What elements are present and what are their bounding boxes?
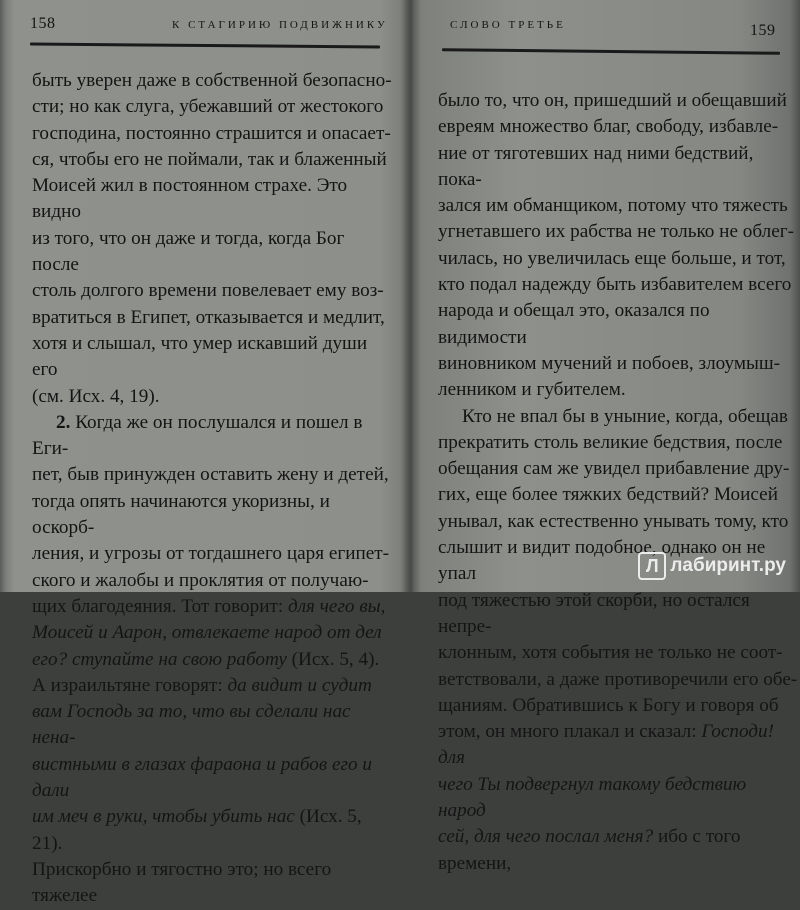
scripture-reference: (Исх. 5, 21). — [32, 806, 362, 854]
left-body-text — [32, 68, 392, 910]
right-header-rule — [442, 48, 780, 55]
left-paragraph-2: 2. Когда же он послушался и пошел в Еги- пет, быв принужден оставить жену и детей, тогда опять начинаются укоризны, и оскорб- ления, и угрозы от тогдашнего царя египет- ского и жалобы и проклятия от получаю- щих благодеяния. Тот говорит: для чего вы, Моисей и Аарон, отвлекаете народ от дел его? ступайте на свою работу (Исх. 5, 4). А израильтяне говорят: да видит и судит вам Господь за то, что вы сделали нас нена- вистными в глазах фараона и рабов его и дали им меч в руки, чтобы убить нас (Исх. 5, 21). Прискорбно и тягостно это; но всего тяжелее — [32, 411, 390, 907]
right-body-text — [438, 88, 798, 877]
scripture-reference: (Исх. 5, 4). — [286, 648, 380, 670]
right-running-head: СЛОВО ТРЕТЬЕ — [450, 19, 566, 31]
labirint-logo-icon: Л — [638, 552, 666, 580]
left-paragraph-1: быть уверен даже в собственной безопасно- сти; но как слуга, убежавший от жестокого господина, постоянно страшится и опасает- ся, чтобы его не поймали, так и блаженный Моисей жил в постоянном страхе. Это видно из того, что он даже и тогда, когда Бог после столь долгого времени повелевает ему воз- вратиться в Египет, отказывается и медлит, хотя и слышал, что умер искавший души его (см. Исх. 4, 19). — [32, 70, 392, 407]
right-page — [410, 0, 800, 874]
right-paragraph-1: было то, что он, пришедший и обещавший евреям множество благ, свободу, избавле- ние от тяготевших над ними бедствий, пока- зался им обманщиком, потому что тяжесть угнетавшего их рабства не только не облег- чилась, но увеличилась еще больше, и тот, кто подал надежду быть избавителем всего народа и обещал это, оказался по видимости виновником мучений и побоев, злоумыш- ленником и губителем. — [438, 90, 794, 401]
labirint-watermark — [638, 552, 786, 580]
left-running-head: К СТАГИРИЮ ПОДВИЖНИКУ — [172, 19, 388, 31]
right-paragraph-2: Кто не впал бы в уныние, когда, обещав прекратить столь великие бедствия, после обещания сам же увидел прибавление дру- гих, еще более тяжких бедствий? Моисей унывал, как естественно унывать тому, кто слышит и видит подобное, однако он не упал под тяжестью этой скорби, но остался непре- клонным, хотя события не только не соот- ветствовали, а даже противоречили его обе- щаниям. Обратившись к Богу и говоря об этом, он много плакал и сказал: Господи! для чего Ты подвергнул такому бедствию народ сей, для чего послал меня? ибо с того времени, — [438, 405, 798, 874]
book-gutter-shadow — [400, 0, 422, 592]
paragraph-number: 2. — [56, 411, 71, 433]
left-header-rule — [30, 42, 380, 48]
scripture-quote: да видит и судит — [227, 674, 372, 696]
watermark-text: лабиринт.ру — [670, 555, 786, 576]
scripture-quote: Господи! для — [438, 721, 774, 769]
right-page-number: 159 — [750, 22, 776, 39]
scripture-quote: для чего вы, — [287, 595, 386, 617]
left-page-number: 158 — [30, 15, 56, 32]
